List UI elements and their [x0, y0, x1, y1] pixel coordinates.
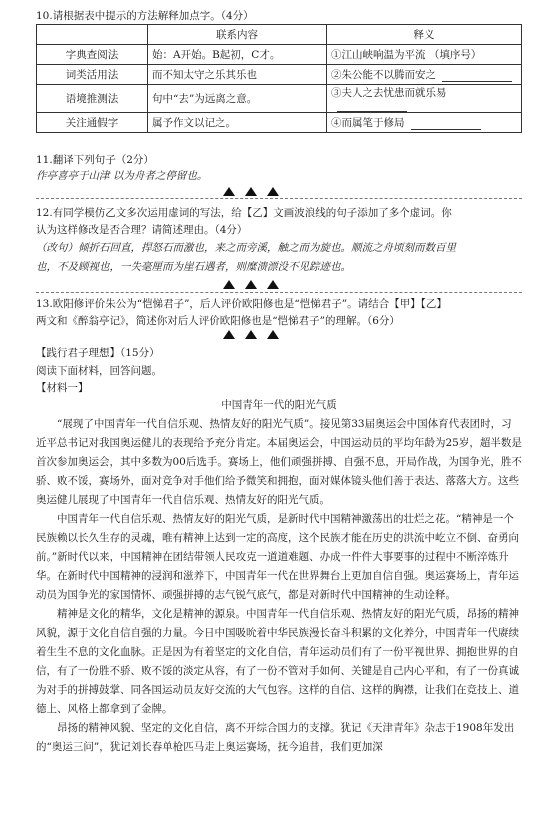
table-cell-method: 关注通假字 [37, 113, 148, 133]
table-row [37, 113, 522, 133]
table-cell-meaning [327, 113, 522, 133]
table-cell-method: 语境推测法 [37, 85, 148, 113]
q11-title: 11.翻译下列句子（2分） [36, 154, 154, 166]
triangle-icon [245, 330, 257, 339]
table-header-meaning: 释义 [327, 25, 522, 45]
triangle-icon [245, 187, 257, 196]
q12-answer-line1: （改句）倾折石回直，捍怒石而激也，来之而旁溪，触之而为旋也。顺流之舟顷刻而数百里 [36, 242, 456, 254]
q12-answer-line2: 也，不及顾视也，一失毫厘而为崖石遇者，则糜溃漂没不见踪迹也。 [36, 261, 351, 273]
table-row [37, 65, 522, 85]
q11-handwritten-answer: 作亭喜亭于山津 以为舟者之停留也。 [36, 170, 208, 182]
q10-table [36, 24, 522, 133]
meaning-text: ④而属笔于修局 [331, 117, 405, 129]
table-row [37, 45, 522, 65]
table-row [37, 85, 522, 113]
q10-title: 10.请根据表中提示的方法解释加点字。（4分） [36, 10, 254, 22]
table-cell-meaning [327, 45, 522, 65]
table-header-method [37, 25, 148, 45]
article-paragraph: 昂扬的精神风貌、坚定的文化自信，离不开综合国力的支撑。犹记《天津青年》杂志于1908年发出的“奥运三问”，犹记刘长春单枪匹马走上奥运赛场，抚今追昔，我们更加深 [36, 722, 515, 753]
article-paragraph: “展现了中国青年一代自信乐观、热情友好的阳光气质”。接见第33届奥运会中国体育代表团时，习近平总书记对我国奥运健儿的表现给予充分肯定。本届奥运会，中国运动员的平均年龄为25岁，超半数是首次参加奥运会，其中多数为00后选手。赛场上，他们顽强拼搏、自强不息，开局作战，为国争光，胜不骄、败不馁，赛场外，面对竞争对手他们给予微笑和拥抱，面对媒体镜头他们善于表达、落落大方。这些奥运健儿展现了中国青年一代自信乐观、热情友好的阳光气质。 [36, 418, 522, 506]
answer-blank[interactable] [411, 119, 481, 130]
table-cell-content: 句中“去”为远离之意。 [148, 85, 327, 113]
table-header-row [37, 25, 522, 45]
table-cell-meaning [327, 65, 522, 85]
article-paragraph: 中国青年一代自信乐观、热情友好的阳光气质，是新时代中国精神激荡出的壮烂之花。“精神是一个民族赖以长久生存的灵魂，唯有精神上达到一定的高度，这个民族才能在历史的洪流中屹立不倒、奋勇向前。”新时代以来，中国精神在团结带领人民攻克一道道难题、办成一件件大事要事的过程中不断淬炼升华。在新时代中国精神的浸润和滋养下，中国青年一代在世界舞台上更加自信自强。奥运赛场上，青年运动员为国争光的家国情怀、顽强拼搏的志气锐气底气，都是对新时代中国精神的生动诠释。 [36, 513, 519, 601]
table-header-content: 联系内容 [148, 25, 327, 45]
table-cell-content: 而不知太守之乐其乐也 [148, 65, 327, 85]
triangle-icon [267, 280, 279, 289]
divider [36, 292, 522, 293]
triangle-icon [223, 280, 235, 289]
meaning-text: ②朱公能不以腾而安之 [331, 69, 436, 81]
divider [36, 198, 522, 199]
triangle-icon [267, 187, 279, 196]
table-cell-method: 字典查阅法 [37, 45, 148, 65]
answer-blank[interactable] [337, 101, 407, 112]
triangle-icon [245, 280, 257, 289]
table-cell-meaning [327, 85, 522, 113]
triangle-icon [223, 187, 235, 196]
triangle-icon [223, 330, 235, 339]
table-cell-method: 词类活用法 [37, 65, 148, 85]
q13-title-line2: 两文和《醉翁亭记》，简述你对后人评价欧阳修也是“恺悌君子”的理解。（6分） [36, 315, 400, 327]
table-cell-content: 始：A开始。B起初，C才。 [148, 45, 327, 65]
q13-title-line1: 13.欧阳修评价朱公为“恺悌君子”，后人评价欧阳修也是“恺悌君子”。请结合【甲】【乙】 [36, 298, 447, 310]
hint-text: （填序号） [428, 49, 482, 61]
section-heading: 【践行君子理想】（15分） [36, 347, 160, 359]
table-cell-content: 属予作文以记之。 [148, 113, 327, 133]
article [36, 396, 522, 757]
article-title: 中国青年一代的阳光气质 [221, 399, 337, 411]
meaning-text: ①江山峡响温为平流 [331, 49, 426, 61]
section-instruction: 阅读下面材料，回答问题。 [36, 365, 162, 377]
q12-title-line1: 12.有同学模仿乙文多次运用虚词的写法，给【乙】文画波浪线的句子添加了多个虚词。你 [36, 207, 452, 219]
article-paragraph: 精神是文化的精华，文化是精神的源泉。中国青年一代自信乐观、热情友好的阳光气质，昂扬的精神风貌，源于文化自信自强的力量。今日中国吸吮着中华民族漫长奋斗积累的文化养分，中国青年一代赓续着生生不息的文化血脉。正是因为有着坚定的文化自信，青年运动员们有了一份平视世界、拥抱世界的自信，有了一份胜不骄、败不馁的淡定从容，有了一份不管对手如何、关键是自己内心平和，有了一份真诚为对手的拼搏鼓掌、同各国运动员友好交流的大气包容。这样的自信、这样的胸襟，让我们在竞技上、道德上、风格上都拿到了金牌。 [36, 608, 519, 715]
triangle-icon [267, 330, 279, 339]
material-label: 【材料一】 [36, 382, 89, 394]
meaning-text: ③夫人之去忧患而就乐易 [331, 87, 447, 99]
q12-title-line2: 认为这样修改是否合理？请简述理由。（4分） [36, 224, 248, 236]
answer-blank[interactable] [442, 71, 512, 82]
